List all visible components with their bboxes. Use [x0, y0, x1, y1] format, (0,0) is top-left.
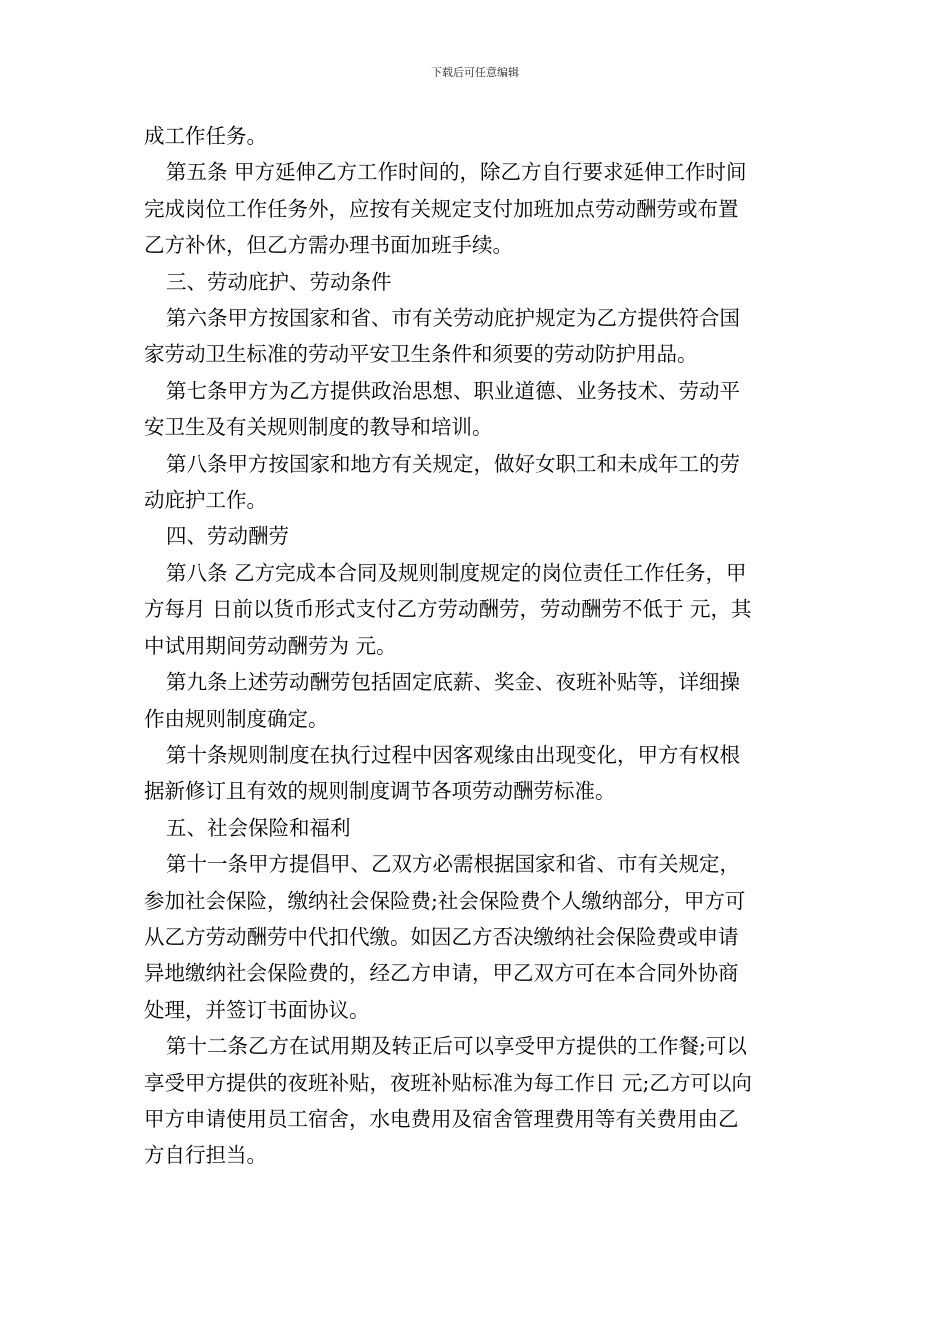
paragraph — [144, 446, 816, 519]
text-line: 享受甲方提供的夜班补贴，夜班补贴标准为每工作日 元;乙方可以向 — [144, 1070, 752, 1095]
text-line: 五、社会保险和福利 — [166, 815, 351, 840]
text-line: 乙方补休，但乙方需办理书面加班手续。 — [144, 233, 513, 258]
text-line: 第十二条乙方在试用期及转正后可以享受甲方提供的工作餐;可以 — [166, 1034, 747, 1059]
text-line: 第五条 甲方延伸乙方工作时间的，除乙方自行要求延伸工作时间 — [166, 160, 747, 185]
text-line: 甲方申请使用员工宿舍，水电费用及宿舍管理费用等有关费用由乙 — [144, 1106, 739, 1131]
text-line: 成工作任务。 — [144, 124, 267, 148]
text-line: 第九条上述劳动酬劳包括固定底薪、奖金、夜班补贴等，详细操 — [166, 670, 740, 695]
text-line: 异地缴纳社会保险费的，经乙方申请，甲乙双方可在本合同外协商 — [144, 961, 739, 986]
paragraph — [144, 300, 816, 373]
section-heading — [144, 518, 816, 554]
text-line: 家劳动卫生标准的劳动平安卫生条件和须要的劳动防护用品。 — [144, 342, 698, 367]
text-line: 参加社会保险，缴纳社会保险费;社会保险费个人缴纳部分，甲方可 — [144, 888, 746, 913]
text-line: 动庇护工作。 — [144, 488, 267, 513]
text-line: 四、劳动酬劳 — [166, 524, 289, 549]
paragraph — [144, 555, 816, 664]
text-line: 第八条 乙方完成本合同及规则制度规定的岗位责任工作任务，甲 — [166, 560, 747, 585]
text-line: 方每月 日前以货币形式支付乙方劳动酬劳，劳动酬劳不低于 元，其 — [144, 597, 752, 622]
text-line: 第十一条甲方提倡甲、乙双方必需根据国家和省、市有关规定， — [166, 852, 740, 877]
text-line: 中试用期间劳动酬劳为 元。 — [144, 633, 397, 658]
text-line: 处理，并签订书面协议。 — [144, 997, 370, 1022]
section-heading — [144, 264, 816, 300]
page-header: 下载后可任意编辑 — [431, 66, 519, 79]
paragraph — [144, 373, 816, 446]
text-line: 第七条甲方为乙方提供政治思想、职业道德、业务技术、劳动平 — [166, 378, 740, 403]
text-line: 安卫生及有关规则制度的教导和培训。 — [144, 415, 493, 440]
text-line: 方自行担当。 — [144, 1143, 267, 1168]
text-line: 从乙方劳动酬劳中代扣代缴。如因乙方否决缴纳社会保险费或申请 — [144, 924, 739, 949]
paragraph — [144, 846, 816, 1028]
text-line: 第十条规则制度在执行过程中因客观缘由出现变化，甲方有权根 — [166, 742, 740, 767]
paragraph — [144, 154, 816, 263]
text-line: 三、劳动庇护、劳动条件 — [166, 269, 392, 294]
text-line: 作由规则制度确定。 — [144, 706, 329, 731]
paragraph — [144, 664, 816, 737]
text-line: 第六条甲方按国家和省、市有关劳动庇护规定为乙方提供符合国 — [166, 306, 740, 331]
paragraph — [144, 118, 816, 154]
text-line: 完成岗位工作任务外，应按有关规定支付加班加点劳动酬劳或布置 — [144, 196, 739, 221]
paragraph — [144, 1028, 816, 1174]
text-line: 第八条甲方按国家和地方有关规定，做好女职工和未成年工的劳 — [166, 451, 740, 476]
document-body — [144, 118, 816, 1174]
section-heading — [144, 810, 816, 846]
paragraph — [144, 737, 816, 810]
text-line: 据新修订且有效的规则制度调节各项劳动酬劳标准。 — [144, 779, 616, 804]
